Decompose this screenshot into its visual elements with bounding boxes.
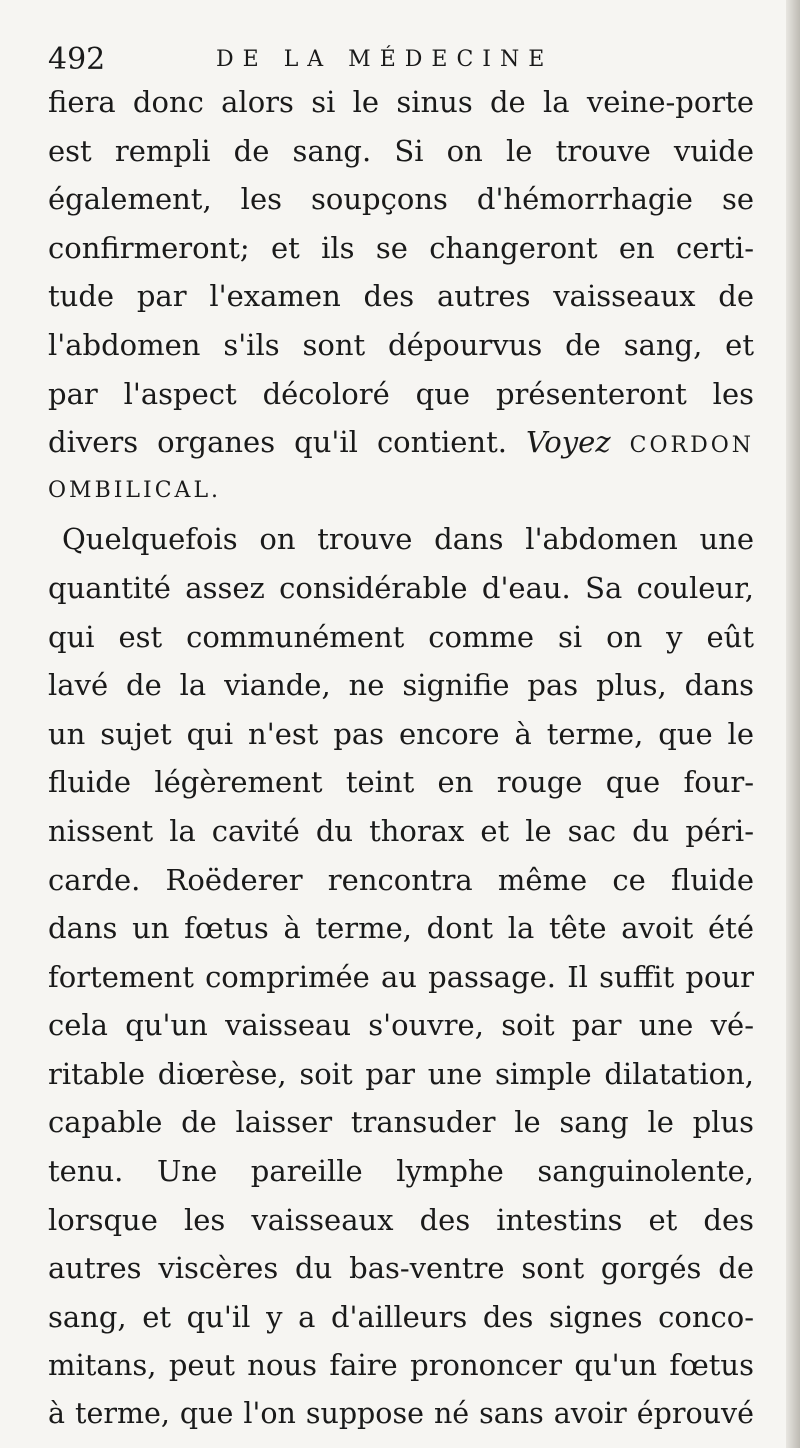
text-line: mitans, peut nous faire prononcer qu'un fœtus	[48, 1348, 754, 1383]
text-line: confirmeront; et ils se changeront en certi-	[48, 230, 754, 265]
text-line: lorsque les vaisseaux des intestins et des	[48, 1202, 754, 1237]
text-line: lavé de la viande, ne signifie pas plus, dans	[48, 668, 754, 703]
text-line: capable de laisser transuder le sang le plus	[48, 1105, 754, 1140]
text-line: fiera donc alors si le sinus de la veine-porte	[48, 85, 754, 119]
page-edge-shadow	[786, 0, 800, 1448]
text-line: ritable diœrèse, soit par une simple dilatation,	[48, 1056, 754, 1091]
crossref-voyez: Voyez	[526, 425, 611, 460]
text-line: carde. Roëderer rencontra même ce fluide	[48, 862, 754, 897]
page-header	[48, 40, 768, 80]
body-text	[48, 78, 754, 1439]
text-line: l'abdomen s'ils sont dépourvus de sang, et	[48, 327, 754, 362]
text-segment: divers organes qu'il contient.	[48, 425, 507, 460]
text-line: un sujet qui n'est pas encore à terme, que le	[48, 716, 754, 751]
text-line: est rempli de sang. Si on le trouve vuide	[48, 133, 754, 168]
text-line-with-crossref	[48, 418, 754, 467]
text-line: quantité assez considérable d'eau. Sa couleur,	[48, 570, 754, 605]
text-line: dans un fœtus à terme, dont la tête avoit été	[48, 911, 754, 946]
running-head: DE LA MÉDECINE	[216, 47, 554, 72]
text-line: fluide légèrement teint en rouge que four-	[48, 765, 754, 800]
page-number: 492	[48, 42, 106, 77]
crossref-ombilical: OMBILICAL.	[48, 477, 222, 503]
crossref-cordon: CORDON	[629, 433, 754, 459]
text-line: qui est communément comme si on y eût	[48, 619, 754, 654]
text-line: à terme, que l'on suppose né sans avoir éprouvé	[48, 1397, 754, 1431]
text-line: autres viscères du bas-ventre sont gorgés de	[48, 1251, 754, 1286]
text-line: tenu. Une pareille lymphe sanguinolente,	[48, 1154, 754, 1189]
text-line: également, les soupçons d'hémorrhagie se	[48, 182, 754, 217]
paragraph-start: Quelquefois on trouve dans l'abdomen une	[62, 522, 754, 557]
text-line: fortement comprimée au passage. Il suffit pour	[48, 959, 754, 994]
text-line: cela qu'un vaisseau s'ouvre, soit par une vé-	[48, 1008, 754, 1043]
text-line: nissent la cavité du thorax et le sac du péri-	[48, 813, 754, 848]
text-line: par l'aspect décoloré que présenteront les	[48, 376, 754, 411]
text-line: sang, et qu'il y a d'ailleurs des signes conco-	[48, 1299, 754, 1334]
text-line: tude par l'examen des autres vaisseaux de	[48, 279, 754, 314]
